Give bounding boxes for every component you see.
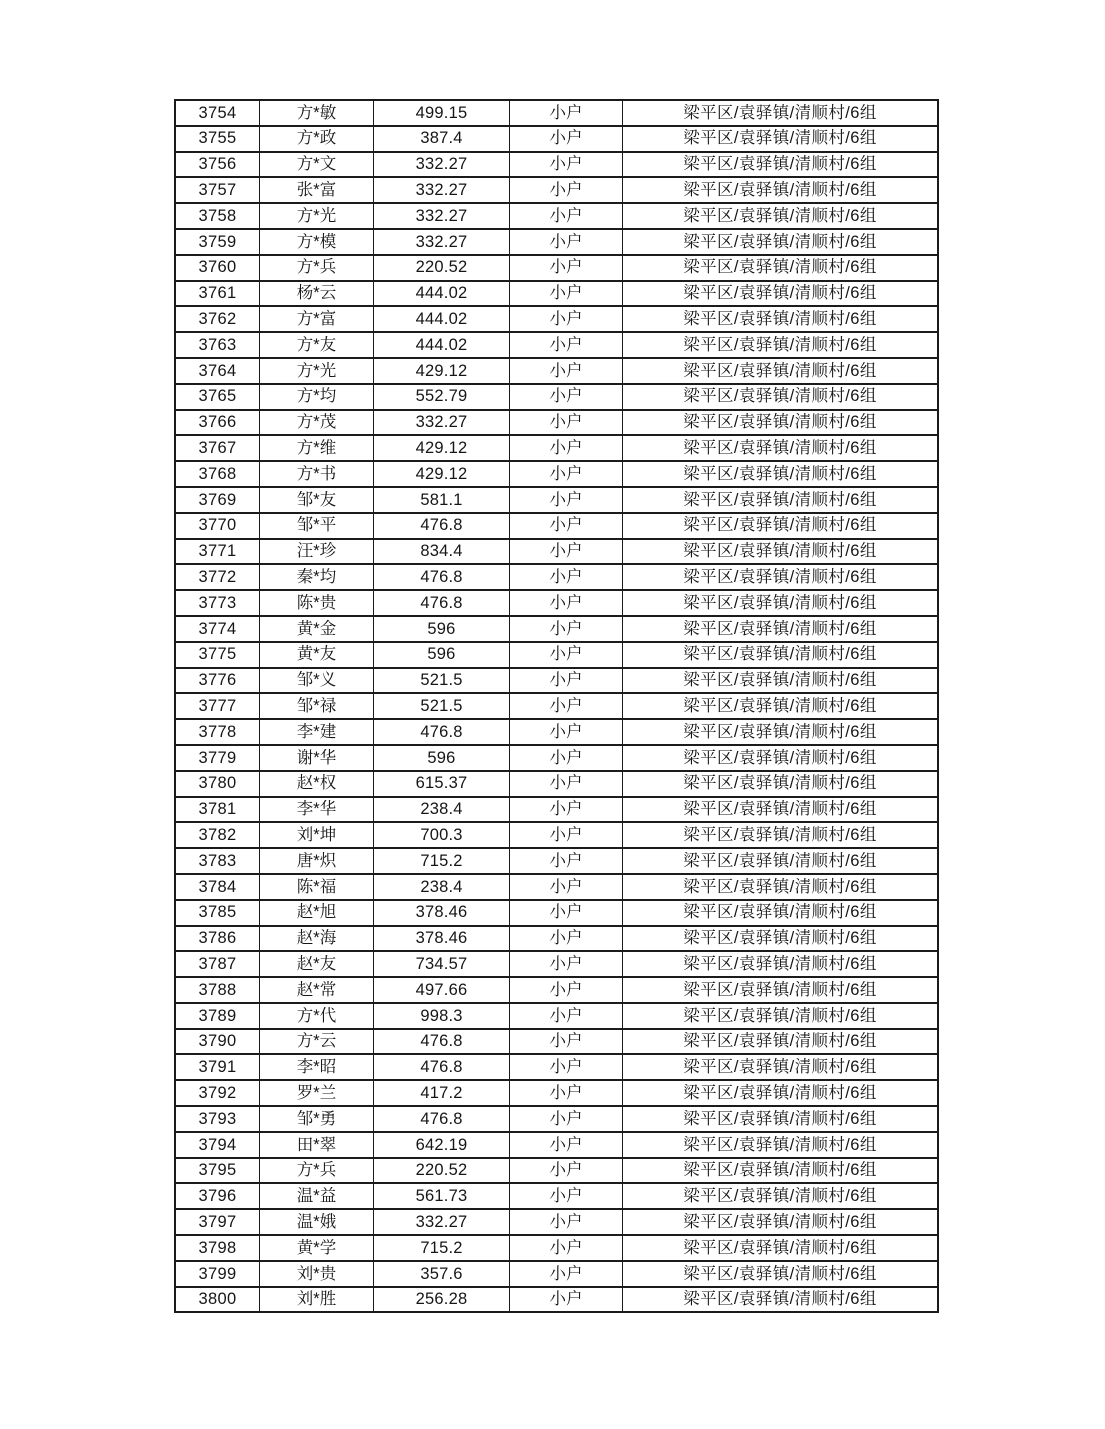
table-row <box>175 1054 938 1080</box>
cell-amount: 476.8 <box>374 1054 510 1080</box>
cell-serial-number: 3778 <box>175 719 260 745</box>
cell-household-type: 小户 <box>510 745 623 771</box>
cell-serial-number: 3788 <box>175 977 260 1003</box>
cell-household-type: 小户 <box>510 900 623 926</box>
cell-location: 梁平区/袁驿镇/清顺村/6组 <box>623 1080 939 1106</box>
cell-amount: 444.02 <box>374 306 510 332</box>
cell-person-name: 刘*胜 <box>260 1287 374 1313</box>
cell-location: 梁平区/袁驿镇/清顺村/6组 <box>623 564 939 590</box>
cell-location: 梁平区/袁驿镇/清顺村/6组 <box>623 435 939 461</box>
cell-serial-number: 3755 <box>175 126 260 152</box>
cell-household-type: 小户 <box>510 152 623 178</box>
cell-amount: 642.19 <box>374 1132 510 1158</box>
table-row <box>175 1106 938 1132</box>
table-row <box>175 668 938 694</box>
cell-person-name: 罗*兰 <box>260 1080 374 1106</box>
cell-household-type: 小户 <box>510 874 623 900</box>
cell-serial-number: 3798 <box>175 1235 260 1261</box>
cell-location: 梁平区/袁驿镇/清顺村/6组 <box>623 100 939 126</box>
cell-person-name: 方*维 <box>260 435 374 461</box>
cell-amount: 256.28 <box>374 1287 510 1313</box>
cell-household-type: 小户 <box>510 177 623 203</box>
cell-location: 梁平区/袁驿镇/清顺村/6组 <box>623 1183 939 1209</box>
cell-location: 梁平区/袁驿镇/清顺村/6组 <box>623 822 939 848</box>
cell-household-type: 小户 <box>510 951 623 977</box>
cell-location: 梁平区/袁驿镇/清顺村/6组 <box>623 539 939 565</box>
cell-household-type: 小户 <box>510 1003 623 1029</box>
cell-person-name: 方*书 <box>260 461 374 487</box>
cell-serial-number: 3782 <box>175 822 260 848</box>
cell-location: 梁平区/袁驿镇/清顺村/6组 <box>623 745 939 771</box>
cell-serial-number: 3773 <box>175 590 260 616</box>
cell-location: 梁平区/袁驿镇/清顺村/6组 <box>623 668 939 694</box>
cell-serial-number: 3775 <box>175 642 260 668</box>
cell-serial-number: 3761 <box>175 281 260 307</box>
cell-serial-number: 3756 <box>175 152 260 178</box>
cell-location: 梁平区/袁驿镇/清顺村/6组 <box>623 977 939 1003</box>
cell-amount: 476.8 <box>374 719 510 745</box>
cell-household-type: 小户 <box>510 384 623 410</box>
cell-household-type: 小户 <box>510 1054 623 1080</box>
table-row <box>175 384 938 410</box>
cell-serial-number: 3770 <box>175 513 260 539</box>
cell-person-name: 赵*友 <box>260 951 374 977</box>
cell-person-name: 秦*均 <box>260 564 374 590</box>
cell-household-type: 小户 <box>510 539 623 565</box>
cell-person-name: 赵*海 <box>260 926 374 952</box>
cell-person-name: 方*代 <box>260 1003 374 1029</box>
table-row <box>175 281 938 307</box>
cell-serial-number: 3799 <box>175 1261 260 1287</box>
cell-person-name: 邹*平 <box>260 513 374 539</box>
cell-household-type: 小户 <box>510 693 623 719</box>
cell-amount: 429.12 <box>374 461 510 487</box>
cell-amount: 476.8 <box>374 1029 510 1055</box>
table-row <box>175 822 938 848</box>
cell-person-name: 邹*义 <box>260 668 374 694</box>
cell-serial-number: 3772 <box>175 564 260 590</box>
cell-serial-number: 3794 <box>175 1132 260 1158</box>
cell-location: 梁平区/袁驿镇/清顺村/6组 <box>623 1235 939 1261</box>
cell-serial-number: 3774 <box>175 616 260 642</box>
table-row <box>175 564 938 590</box>
cell-amount: 220.52 <box>374 255 510 281</box>
cell-amount: 332.27 <box>374 410 510 436</box>
cell-amount: 521.5 <box>374 693 510 719</box>
cell-household-type: 小户 <box>510 771 623 797</box>
table-row <box>175 1261 938 1287</box>
cell-amount: 476.8 <box>374 1106 510 1132</box>
cell-household-type: 小户 <box>510 1287 623 1313</box>
cell-person-name: 方*均 <box>260 384 374 410</box>
cell-person-name: 陈*贵 <box>260 590 374 616</box>
cell-serial-number: 3766 <box>175 410 260 436</box>
table-row <box>175 332 938 358</box>
cell-location: 梁平区/袁驿镇/清顺村/6组 <box>623 1209 939 1235</box>
cell-household-type: 小户 <box>510 848 623 874</box>
cell-serial-number: 3764 <box>175 358 260 384</box>
cell-household-type: 小户 <box>510 1183 623 1209</box>
cell-person-name: 赵*权 <box>260 771 374 797</box>
table-row <box>175 1003 938 1029</box>
table-row <box>175 797 938 823</box>
cell-location: 梁平区/袁驿镇/清顺村/6组 <box>623 1287 939 1313</box>
table-row <box>175 951 938 977</box>
cell-household-type: 小户 <box>510 1235 623 1261</box>
cell-serial-number: 3763 <box>175 332 260 358</box>
cell-amount: 444.02 <box>374 332 510 358</box>
cell-household-type: 小户 <box>510 229 623 255</box>
table-row <box>175 771 938 797</box>
cell-serial-number: 3771 <box>175 539 260 565</box>
cell-person-name: 刘*坤 <box>260 822 374 848</box>
cell-serial-number: 3757 <box>175 177 260 203</box>
cell-amount: 332.27 <box>374 203 510 229</box>
cell-person-name: 温*益 <box>260 1183 374 1209</box>
cell-household-type: 小户 <box>510 926 623 952</box>
cell-amount: 476.8 <box>374 564 510 590</box>
cell-location: 梁平区/袁驿镇/清顺村/6组 <box>623 487 939 513</box>
table-row <box>175 487 938 513</box>
table-row <box>175 100 938 126</box>
cell-amount: 715.2 <box>374 1235 510 1261</box>
cell-household-type: 小户 <box>510 461 623 487</box>
cell-serial-number: 3792 <box>175 1080 260 1106</box>
cell-location: 梁平区/袁驿镇/清顺村/6组 <box>623 900 939 926</box>
table-row <box>175 1080 938 1106</box>
cell-person-name: 黄*友 <box>260 642 374 668</box>
cell-person-name: 方*兵 <box>260 255 374 281</box>
cell-amount: 476.8 <box>374 513 510 539</box>
cell-location: 梁平区/袁驿镇/清顺村/6组 <box>623 281 939 307</box>
cell-person-name: 方*云 <box>260 1029 374 1055</box>
cell-household-type: 小户 <box>510 332 623 358</box>
table-row <box>175 1132 938 1158</box>
cell-person-name: 温*娥 <box>260 1209 374 1235</box>
cell-amount: 387.4 <box>374 126 510 152</box>
cell-person-name: 方*光 <box>260 358 374 384</box>
cell-amount: 700.3 <box>374 822 510 848</box>
cell-household-type: 小户 <box>510 797 623 823</box>
table-row <box>175 126 938 152</box>
table-row <box>175 461 938 487</box>
table-row <box>175 590 938 616</box>
table-row <box>175 229 938 255</box>
cell-amount: 521.5 <box>374 668 510 694</box>
table-row <box>175 719 938 745</box>
table-row <box>175 152 938 178</box>
cell-household-type: 小户 <box>510 616 623 642</box>
cell-amount: 378.46 <box>374 926 510 952</box>
cell-amount: 734.57 <box>374 951 510 977</box>
cell-serial-number: 3783 <box>175 848 260 874</box>
cell-amount: 378.46 <box>374 900 510 926</box>
cell-household-type: 小户 <box>510 822 623 848</box>
cell-household-type: 小户 <box>510 513 623 539</box>
cell-household-type: 小户 <box>510 668 623 694</box>
table-row <box>175 874 938 900</box>
cell-household-type: 小户 <box>510 203 623 229</box>
cell-location: 梁平区/袁驿镇/清顺村/6组 <box>623 332 939 358</box>
beneficiary-table <box>174 99 939 1313</box>
cell-household-type: 小户 <box>510 255 623 281</box>
cell-serial-number: 3762 <box>175 306 260 332</box>
cell-person-name: 邹*勇 <box>260 1106 374 1132</box>
cell-household-type: 小户 <box>510 1261 623 1287</box>
cell-location: 梁平区/袁驿镇/清顺村/6组 <box>623 306 939 332</box>
cell-location: 梁平区/袁驿镇/清顺村/6组 <box>623 203 939 229</box>
cell-household-type: 小户 <box>510 977 623 1003</box>
table-row <box>175 410 938 436</box>
cell-location: 梁平区/袁驿镇/清顺村/6组 <box>623 1029 939 1055</box>
cell-household-type: 小户 <box>510 358 623 384</box>
cell-amount: 476.8 <box>374 590 510 616</box>
cell-amount: 332.27 <box>374 152 510 178</box>
cell-location: 梁平区/袁驿镇/清顺村/6组 <box>623 1003 939 1029</box>
cell-person-name: 李*建 <box>260 719 374 745</box>
cell-person-name: 田*翠 <box>260 1132 374 1158</box>
cell-household-type: 小户 <box>510 1158 623 1184</box>
cell-location: 梁平区/袁驿镇/清顺村/6组 <box>623 177 939 203</box>
cell-person-name: 方*富 <box>260 306 374 332</box>
cell-person-name: 方*政 <box>260 126 374 152</box>
cell-household-type: 小户 <box>510 410 623 436</box>
cell-serial-number: 3760 <box>175 255 260 281</box>
cell-person-name: 方*兵 <box>260 1158 374 1184</box>
cell-serial-number: 3781 <box>175 797 260 823</box>
cell-location: 梁平区/袁驿镇/清顺村/6组 <box>623 152 939 178</box>
cell-location: 梁平区/袁驿镇/清顺村/6组 <box>623 719 939 745</box>
cell-person-name: 陈*福 <box>260 874 374 900</box>
cell-household-type: 小户 <box>510 1209 623 1235</box>
table-row <box>175 977 938 1003</box>
cell-location: 梁平区/袁驿镇/清顺村/6组 <box>623 513 939 539</box>
cell-household-type: 小户 <box>510 1132 623 1158</box>
cell-location: 梁平区/袁驿镇/清顺村/6组 <box>623 1158 939 1184</box>
table-row <box>175 693 938 719</box>
cell-amount: 332.27 <box>374 177 510 203</box>
cell-serial-number: 3769 <box>175 487 260 513</box>
cell-serial-number: 3785 <box>175 900 260 926</box>
cell-amount: 998.3 <box>374 1003 510 1029</box>
table-row <box>175 1287 938 1313</box>
cell-amount: 417.2 <box>374 1080 510 1106</box>
table-row <box>175 177 938 203</box>
cell-person-name: 方*文 <box>260 152 374 178</box>
cell-location: 梁平区/袁驿镇/清顺村/6组 <box>623 926 939 952</box>
cell-serial-number: 3784 <box>175 874 260 900</box>
table-row <box>175 306 938 332</box>
cell-amount: 499.15 <box>374 100 510 126</box>
cell-household-type: 小户 <box>510 642 623 668</box>
cell-household-type: 小户 <box>510 126 623 152</box>
cell-household-type: 小户 <box>510 435 623 461</box>
cell-serial-number: 3791 <box>175 1054 260 1080</box>
cell-person-name: 刘*贵 <box>260 1261 374 1287</box>
cell-amount: 357.6 <box>374 1261 510 1287</box>
cell-household-type: 小户 <box>510 306 623 332</box>
cell-amount: 596 <box>374 616 510 642</box>
cell-serial-number: 3800 <box>175 1287 260 1313</box>
cell-person-name: 黄*学 <box>260 1235 374 1261</box>
cell-person-name: 赵*常 <box>260 977 374 1003</box>
cell-amount: 581.1 <box>374 487 510 513</box>
cell-person-name: 方*敏 <box>260 100 374 126</box>
cell-location: 梁平区/袁驿镇/清顺村/6组 <box>623 1132 939 1158</box>
cell-location: 梁平区/袁驿镇/清顺村/6组 <box>623 384 939 410</box>
cell-amount: 561.73 <box>374 1183 510 1209</box>
cell-person-name: 邹*禄 <box>260 693 374 719</box>
cell-person-name: 汪*珍 <box>260 539 374 565</box>
cell-serial-number: 3796 <box>175 1183 260 1209</box>
table-row <box>175 900 938 926</box>
cell-serial-number: 3777 <box>175 693 260 719</box>
table-row <box>175 255 938 281</box>
cell-location: 梁平区/袁驿镇/清顺村/6组 <box>623 461 939 487</box>
cell-serial-number: 3795 <box>175 1158 260 1184</box>
cell-household-type: 小户 <box>510 564 623 590</box>
cell-serial-number: 3787 <box>175 951 260 977</box>
cell-location: 梁平区/袁驿镇/清顺村/6组 <box>623 358 939 384</box>
table-row <box>175 642 938 668</box>
cell-amount: 332.27 <box>374 1209 510 1235</box>
cell-amount: 715.2 <box>374 848 510 874</box>
table-row <box>175 1209 938 1235</box>
cell-amount: 429.12 <box>374 358 510 384</box>
cell-person-name: 李*昭 <box>260 1054 374 1080</box>
cell-serial-number: 3767 <box>175 435 260 461</box>
cell-serial-number: 3765 <box>175 384 260 410</box>
cell-serial-number: 3776 <box>175 668 260 694</box>
cell-location: 梁平区/袁驿镇/清顺村/6组 <box>623 1106 939 1132</box>
cell-amount: 497.66 <box>374 977 510 1003</box>
cell-location: 梁平区/袁驿镇/清顺村/6组 <box>623 642 939 668</box>
cell-location: 梁平区/袁驿镇/清顺村/6组 <box>623 951 939 977</box>
cell-location: 梁平区/袁驿镇/清顺村/6组 <box>623 848 939 874</box>
cell-person-name: 谢*华 <box>260 745 374 771</box>
cell-location: 梁平区/袁驿镇/清顺村/6组 <box>623 229 939 255</box>
cell-amount: 596 <box>374 745 510 771</box>
cell-serial-number: 3780 <box>175 771 260 797</box>
table-row <box>175 616 938 642</box>
cell-person-name: 赵*旭 <box>260 900 374 926</box>
cell-household-type: 小户 <box>510 590 623 616</box>
cell-person-name: 杨*云 <box>260 281 374 307</box>
cell-household-type: 小户 <box>510 719 623 745</box>
cell-household-type: 小户 <box>510 487 623 513</box>
cell-amount: 220.52 <box>374 1158 510 1184</box>
table-row <box>175 358 938 384</box>
table-row <box>175 1183 938 1209</box>
cell-location: 梁平区/袁驿镇/清顺村/6组 <box>623 771 939 797</box>
cell-serial-number: 3768 <box>175 461 260 487</box>
table-row <box>175 848 938 874</box>
cell-person-name: 黄*金 <box>260 616 374 642</box>
cell-amount: 429.12 <box>374 435 510 461</box>
cell-person-name: 方*茂 <box>260 410 374 436</box>
cell-location: 梁平区/袁驿镇/清顺村/6组 <box>623 255 939 281</box>
cell-location: 梁平区/袁驿镇/清顺村/6组 <box>623 126 939 152</box>
cell-serial-number: 3793 <box>175 1106 260 1132</box>
table-row <box>175 1029 938 1055</box>
cell-household-type: 小户 <box>510 100 623 126</box>
cell-serial-number: 3779 <box>175 745 260 771</box>
table-row <box>175 745 938 771</box>
cell-household-type: 小户 <box>510 1106 623 1132</box>
cell-person-name: 李*华 <box>260 797 374 823</box>
cell-location: 梁平区/袁驿镇/清顺村/6组 <box>623 693 939 719</box>
table-row <box>175 203 938 229</box>
cell-location: 梁平区/袁驿镇/清顺村/6组 <box>623 1261 939 1287</box>
cell-person-name: 方*光 <box>260 203 374 229</box>
cell-amount: 834.4 <box>374 539 510 565</box>
table-row <box>175 1235 938 1261</box>
cell-location: 梁平区/袁驿镇/清顺村/6组 <box>623 616 939 642</box>
cell-amount: 444.02 <box>374 281 510 307</box>
cell-location: 梁平区/袁驿镇/清顺村/6组 <box>623 590 939 616</box>
table-row <box>175 926 938 952</box>
cell-serial-number: 3786 <box>175 926 260 952</box>
cell-amount: 332.27 <box>374 229 510 255</box>
cell-serial-number: 3789 <box>175 1003 260 1029</box>
cell-serial-number: 3759 <box>175 229 260 255</box>
cell-serial-number: 3758 <box>175 203 260 229</box>
cell-serial-number: 3754 <box>175 100 260 126</box>
table-row <box>175 513 938 539</box>
cell-serial-number: 3790 <box>175 1029 260 1055</box>
cell-person-name: 唐*炽 <box>260 848 374 874</box>
table-row <box>175 435 938 461</box>
cell-location: 梁平区/袁驿镇/清顺村/6组 <box>623 874 939 900</box>
cell-household-type: 小户 <box>510 281 623 307</box>
cell-amount: 615.37 <box>374 771 510 797</box>
cell-person-name: 方*模 <box>260 229 374 255</box>
cell-amount: 596 <box>374 642 510 668</box>
cell-household-type: 小户 <box>510 1080 623 1106</box>
table-row <box>175 539 938 565</box>
cell-location: 梁平区/袁驿镇/清顺村/6组 <box>623 797 939 823</box>
cell-person-name: 张*富 <box>260 177 374 203</box>
cell-amount: 238.4 <box>374 874 510 900</box>
cell-serial-number: 3797 <box>175 1209 260 1235</box>
cell-household-type: 小户 <box>510 1029 623 1055</box>
cell-amount: 238.4 <box>374 797 510 823</box>
table-body <box>175 100 938 1312</box>
cell-person-name: 方*友 <box>260 332 374 358</box>
cell-person-name: 邹*友 <box>260 487 374 513</box>
cell-amount: 552.79 <box>374 384 510 410</box>
table-row <box>175 1158 938 1184</box>
cell-location: 梁平区/袁驿镇/清顺村/6组 <box>623 410 939 436</box>
cell-location: 梁平区/袁驿镇/清顺村/6组 <box>623 1054 939 1080</box>
